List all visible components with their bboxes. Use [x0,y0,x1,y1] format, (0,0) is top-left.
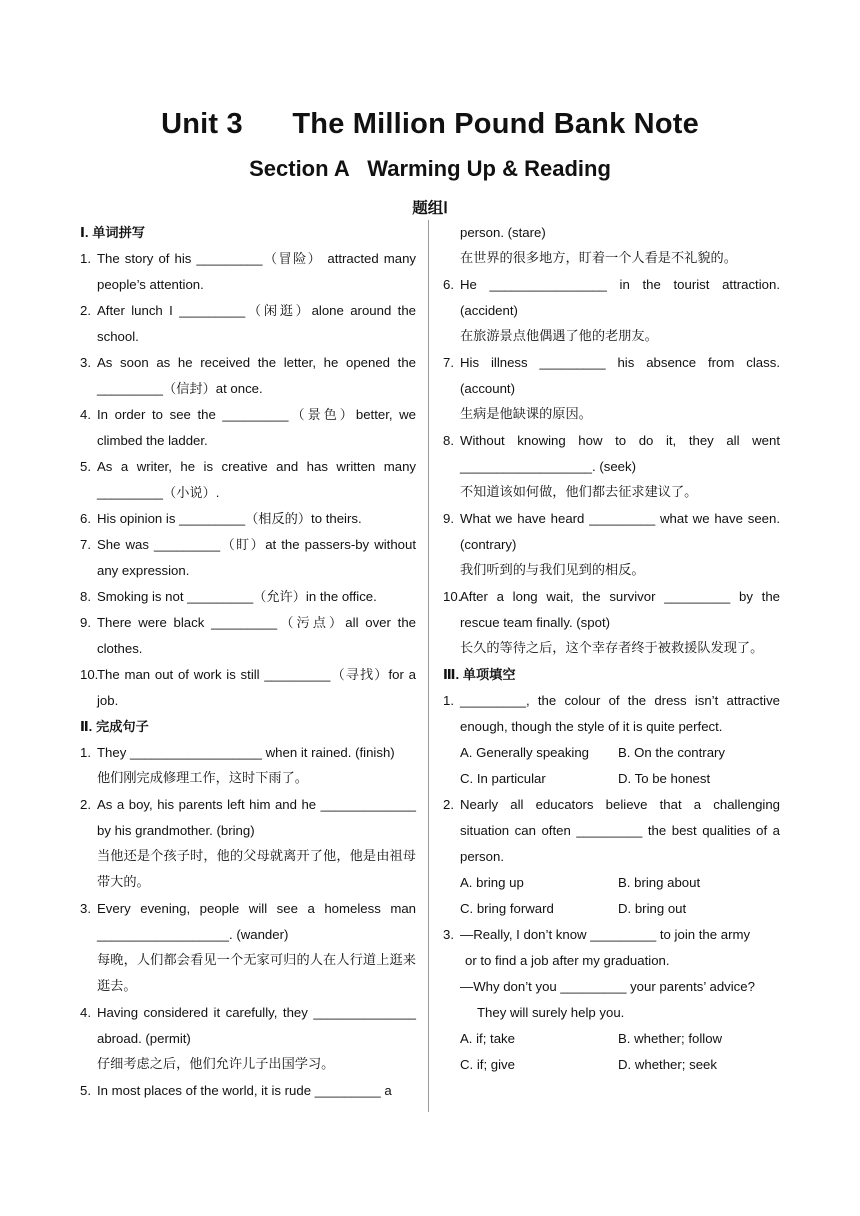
question-number: 3. [80,355,91,370]
question-text: In order to see the _________（景色）better, we climbed the ladder. [97,407,416,448]
question-translation: 他们刚完成修理工作，这时下雨了。 [97,771,308,786]
option-b[interactable]: B. bring about [618,875,701,890]
question-text: She was _________（盯）at the passers-by without any expression. [97,537,416,578]
question-translation: 在世界的很多地方，盯着一个人看是不礼貌的。 [460,251,737,266]
spelling-list [80,246,416,714]
question-text: The story of his _________（冒险） attracted many people’s attention. [97,251,416,292]
sentence-list-left [80,740,416,1104]
question-number: 8. [443,433,454,448]
question-text: As a boy, his parents left him and he _____________ by his grandmother. (bring) [97,797,416,838]
option-a[interactable]: A. if; take [460,1031,515,1046]
question-translation: 不知道该如何做，他们都去征求建议了。 [460,485,698,500]
group-label: 题组Ⅰ [412,200,448,217]
question-item [80,506,416,532]
page-title: Unit 3 The Million Pound Bank Note [161,108,699,140]
question-number: 2. [80,303,91,318]
dialogue-line: They will surely help you. [477,1005,625,1020]
question-text: What we have heard _________ what we have seen. (contrary) [460,511,780,552]
left-column [80,220,416,1104]
options-row [443,896,780,922]
right-column [443,220,780,1078]
question-item [80,792,416,844]
options-row [443,766,780,792]
question-number: 2. [443,797,454,812]
option-a[interactable]: A. Generally speaking [460,745,590,760]
options-row [443,1052,780,1078]
sentence-list-right [443,272,780,662]
question-number: 9. [80,615,91,630]
option-a[interactable]: A. bring up [460,875,524,890]
choice-question-2 [443,792,780,870]
option-c[interactable]: C. In particular [460,771,546,786]
option-c[interactable]: C. bring forward [460,901,554,916]
options-row [443,870,780,896]
option-d[interactable]: D. To be honest [618,771,711,786]
question-text: His illness _________ his absence from class. (account) [460,355,780,396]
question-number: 1. [80,745,91,760]
question-text: In most places of the world, it is rude _________ a [97,1083,392,1098]
question-text: After lunch I _________（闲逛）alone around the school. [97,303,416,344]
question-number: 10. [80,667,99,682]
question-item [80,246,416,298]
question-number: 6. [80,511,91,526]
question-translation: 每晚，人们都会看见一个无家可归的人在人行道上逛来逛去。 [97,953,416,994]
dialogue-line: —Why don’t you _________ your parents’ advice? [460,979,755,994]
option-b[interactable]: B. On the contrary [618,745,726,760]
question-translation: 生病是他缺课的原因。 [460,407,592,422]
column-divider [428,220,429,1112]
dialogue-line: —Really, I don’t know _________ to join the army [460,927,751,942]
question-number: 9. [443,511,454,526]
question-number: 7. [80,537,91,552]
question-number: 5. [80,1083,91,1098]
question-text: There were black _________（污点）all over the clothes. [97,615,416,656]
section-heading-spelling: Ⅰ. 单词拼写 [80,225,145,240]
question-text: Having considered it carefully, they ______________ abroad. (permit) [97,1005,416,1046]
question-text: Smoking is not _________（允许）in the office. [97,589,377,604]
section-title: Section A Warming Up & Reading [249,156,611,181]
choice-question-3 [443,922,780,948]
question-text: The man out of work is still _________（寻找）for a job. [97,667,416,708]
question-translation: 当他还是个孩子时，他的父母就离开了他，他是由祖母带大的。 [97,849,416,890]
question-item [443,428,780,480]
question-translation: 仔细考虑之后，他们允许儿子出国学习。 [97,1057,335,1072]
question-continuation: person. (stare) [460,225,546,240]
question-text: Nearly all educators believe that a challenging situation can often _________ the best qualities of a person. [460,797,780,864]
choice-question-1 [443,688,780,740]
question-translation: 长久的等待之后，这个幸存者终于被救援队发现了。 [460,641,764,656]
question-number: 5. [80,459,91,474]
question-item [80,1078,416,1104]
question-number: 6. [443,277,454,292]
question-text: As a writer, he is creative and has written many _________（小说）. [97,459,416,500]
question-number: 2. [80,797,91,812]
question-item [443,350,780,402]
question-number: 1. [443,693,454,708]
question-item [80,454,416,506]
section-heading-sentences: Ⅱ. 完成句子 [80,719,149,734]
question-number: 1. [80,251,91,266]
question-item [80,298,416,350]
question-number: 3. [443,927,454,942]
question-item [80,662,416,714]
question-translation: 我们听到的与我们见到的相反。 [460,563,645,578]
question-number: 3. [80,901,91,916]
question-item [80,740,416,766]
question-number: 7. [443,355,454,370]
question-text: He ________________ in the tourist attraction. (accident) [460,277,780,318]
question-item [80,350,416,402]
option-d[interactable]: D. whether; seek [618,1057,717,1072]
question-text: Every evening, people will see a homeless man __________________. (wander) [97,901,416,942]
option-c[interactable]: C. if; give [460,1057,515,1072]
question-item [80,532,416,584]
question-number: 8. [80,589,91,604]
question-text: They __________________ when it rained. (finish) [97,745,395,760]
question-text: Without knowing how to do it, they all went __________________. (seek) [460,433,780,474]
question-item [80,1000,416,1052]
question-item [80,402,416,454]
question-item [80,896,416,948]
question-text: After a long wait, the survivor _________ by the rescue team finally. (spot) [460,589,780,630]
options-row [443,740,780,766]
question-item [443,506,780,558]
question-text: _________, the colour of the dress isn’t attractive enough, though the style of it is quite perfect. [460,693,780,734]
question-item [443,584,780,636]
question-number: 10. [443,589,462,604]
question-text: His opinion is _________（相反的）to theirs. [97,511,362,526]
option-d[interactable]: D. bring out [618,901,687,916]
question-item [80,584,416,610]
section-heading-choice: Ⅲ. 单项填空 [443,667,516,682]
option-b[interactable]: B. whether; follow [618,1031,723,1046]
question-number: 4. [80,407,91,422]
dialogue-line: or to find a job after my graduation. [465,953,670,968]
question-item [443,272,780,324]
options-row [443,1026,780,1052]
question-item [80,610,416,662]
question-number: 4. [80,1005,91,1020]
question-text: As soon as he received the letter, he opened the _________（信封）at once. [97,355,416,396]
question-translation: 在旅游景点他偶遇了他的老朋友。 [460,329,658,344]
